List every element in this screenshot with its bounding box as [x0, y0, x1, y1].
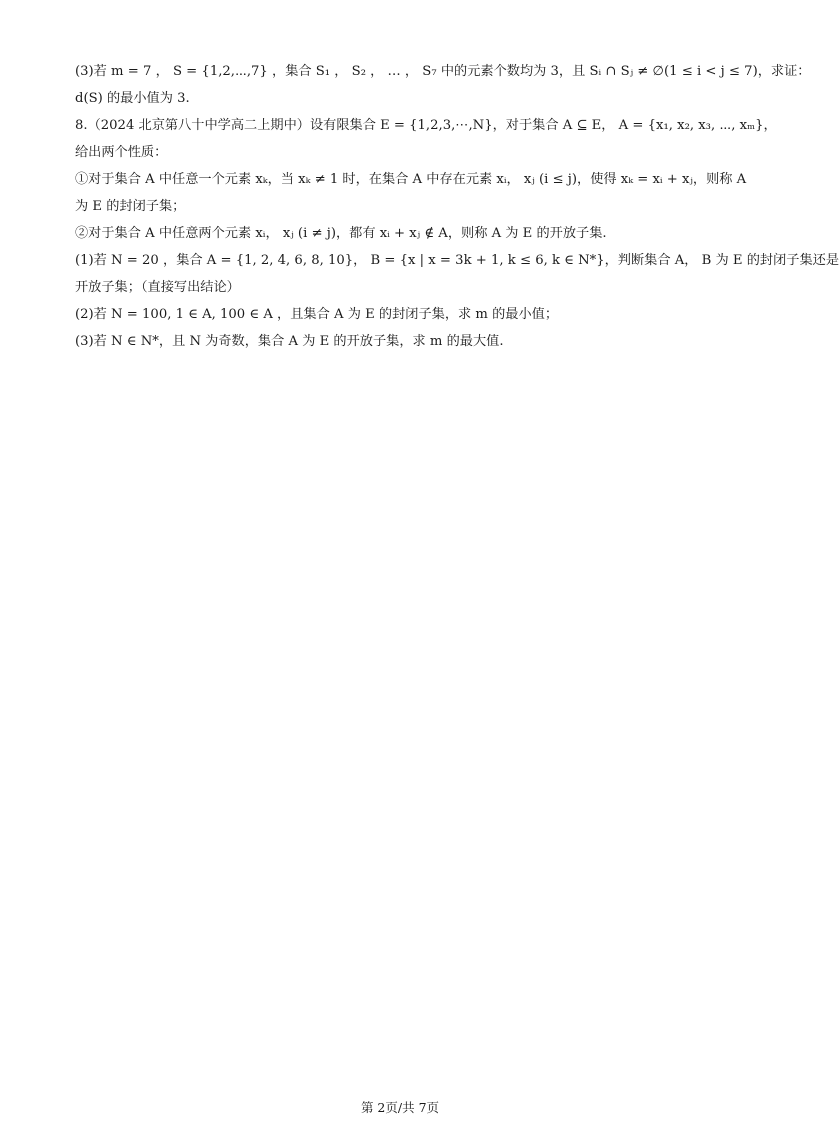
text-line-part3-statement: (3)若 m = 7 ， S = {1,2,⋯,7} ，集合 S₁ ， S₂ ， … ， S₇ 中的元素个数均为 3，且 Sᵢ ∩ Sⱼ ≠ ∅(1 ≤ i < j ≤ 7)，求证：: [75, 64, 811, 79]
page-footer: 第 2页/共 7页: [360, 1100, 440, 1115]
text-line-q8-part3: (3)若 N ∈ N*，且 N 为奇数，集合 A 为 E 的开放子集，求 m 的最大值.: [75, 334, 504, 349]
document-body: [75, 58, 839, 355]
text-line-q8-intro: 给出两个性质：: [75, 145, 168, 160]
text-line-property-1-cont: 为 E 的封闭子集；: [75, 199, 186, 214]
text-line-q8-part1: (1)若 N = 20 ，集合 A = {1, 2, 4, 6, 8, 10}， B = {x | x = 3k + 1, k ≤ 6, k ∈ N*}，判断集合 A， B 为 E 的封闭子集还是: [75, 253, 839, 268]
text-line-q8-part2: (2)若 N = 100, 1 ∈ A, 100 ∈ A ，且集合 A 为 E 的封闭子集，求 m 的最小值；: [75, 307, 559, 322]
text-line-q8-part1-cont: 开放子集；（直接写出结论）: [75, 280, 240, 295]
text-line-property-2: ②对于集合 A 中任意两个元素 xᵢ， xⱼ (i ≠ j)，都有 xᵢ + xⱼ ∉ A，则称 A 为 E 的开放子集.: [75, 226, 607, 241]
text-line-part3-conclusion: d(S) 的最小值为 3.: [75, 91, 190, 106]
text-line-property-1: ①对于集合 A 中任意一个元素 xₖ，当 xₖ ≠ 1 时，在集合 A 中存在元素 xᵢ， xⱼ (i ≤ j)，使得 xₖ = xᵢ + xⱼ，则称 A: [75, 172, 747, 187]
text-line-q8-header: 8.（2024 北京第八十中学高二上期中）设有限集合 E = {1,2,3,⋯,N}，对于集合 A ⊆ E， A = {x₁, x₂, x₃, ⋯, xₘ}，: [75, 118, 777, 133]
